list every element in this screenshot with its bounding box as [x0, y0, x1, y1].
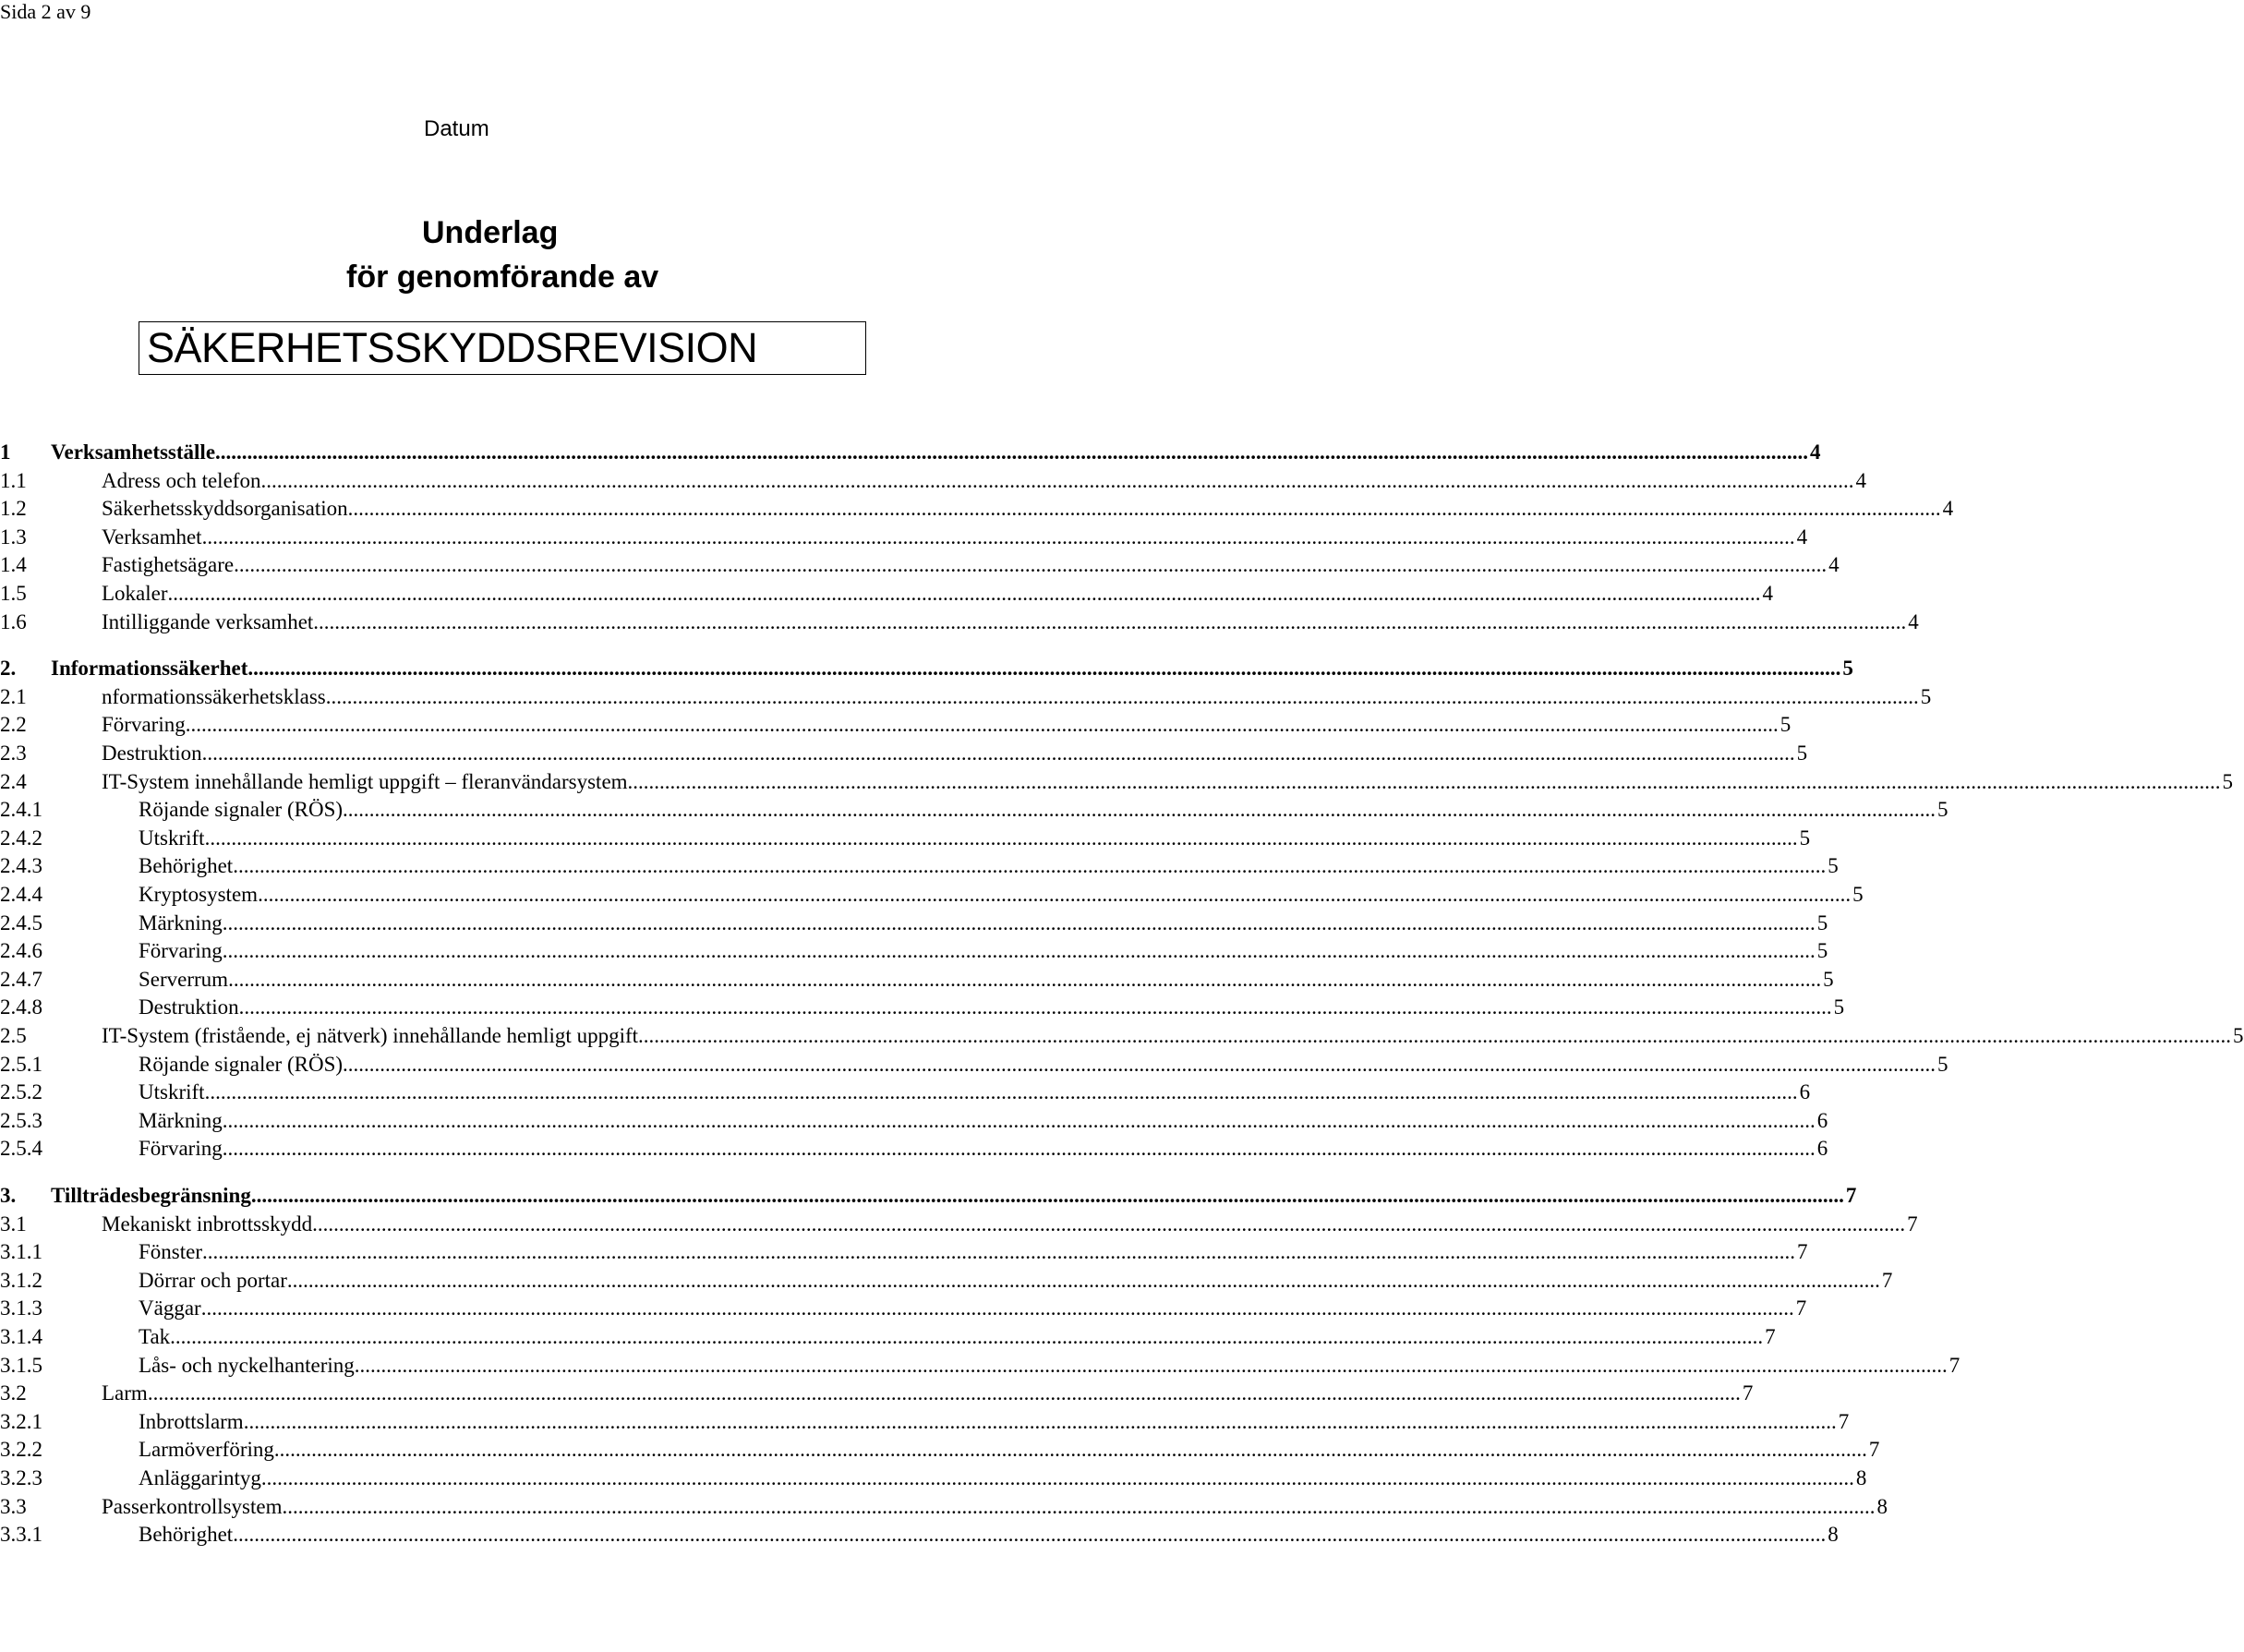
toc-entry-title: IT-System (fristående, ej nätverk) innehållande hemligt uppgift [102, 1024, 639, 1047]
toc-entry-number: 2.5.4 [0, 1137, 42, 1161]
toc-entry[interactable] [0, 1108, 1828, 1139]
toc-entry[interactable] [0, 553, 1840, 583]
toc-entry-title: Verksamhetsställe [51, 440, 216, 464]
toc-entry-title: Tillträdesbegränsning [51, 1184, 251, 1207]
toc-entry[interactable] [0, 497, 1954, 526]
toc-entry-number: 2.4.2 [0, 826, 42, 850]
toc-entry-title: Röjande signaler (RÖS) [139, 798, 344, 822]
toc-entry-number: 2.4.3 [0, 854, 42, 878]
toc-entry-line [139, 1080, 1811, 1104]
toc-entry-line [102, 742, 1808, 766]
toc-entry-title: Förvaring [102, 713, 186, 737]
toc-entry-line [139, 1409, 1850, 1434]
toc-entry-title: IT-System innehållande hemligt uppgift – fleranvändarsystem [102, 769, 628, 793]
toc-entry-title: Väggar [139, 1296, 201, 1320]
toc-entry-line [102, 1212, 1918, 1236]
toc-entry-number: 3.1.3 [0, 1296, 42, 1320]
toc-entry-page: 5 [1833, 995, 1845, 1019]
toc-entry-line [102, 769, 2234, 794]
toc-entry-line [102, 684, 1932, 709]
toc-entry-line [139, 1438, 1880, 1462]
toc-entry[interactable] [0, 1240, 1808, 1270]
toc-leader-dots: ............................................................................................................................................................................................................................................................................................................ [147, 1381, 1741, 1405]
toc-entry-page: 4 [1908, 609, 1919, 633]
toc-leader-dots: ............................................................................................................................................................................................................................................................................................................ [343, 1052, 1936, 1076]
toc-leader-dots: ............................................................................................................................................................................................................................................................................................................ [170, 1325, 1764, 1348]
toc-leader-dots: ............................................................................................................................................................................................................................................................................................................ [250, 1184, 1844, 1207]
toc-entry-page: 8 [1828, 1523, 1839, 1547]
toc-entry-line [139, 1137, 1828, 1161]
toc-entry-title: Inbrottslarm [139, 1409, 244, 1433]
toc-entry-page: 4 [1796, 525, 1808, 549]
toc-entry-page: 7 [1881, 1268, 1893, 1292]
toc-entry[interactable] [0, 582, 1774, 611]
toc-entry-title: Kryptosystem [139, 883, 259, 906]
toc-entry-title: nformationssäkerhetsklass [102, 684, 326, 708]
toc-entry-line [139, 826, 1811, 850]
toc-leader-dots: ............................................................................................................................................................................................................................................................................................................ [204, 826, 1798, 850]
toc-entry-page: 5 [2233, 1024, 2244, 1047]
toc-entry-number: 3.1 [0, 1212, 27, 1236]
toc-entry-title: Förvaring [139, 939, 223, 963]
toc-leader-dots: ............................................................................................................................................................................................................................................................................................................ [312, 1212, 1906, 1236]
toc-entry-line [139, 1052, 1948, 1077]
toc-entry-number: 1.5 [0, 582, 27, 605]
toc-leader-dots: ............................................................................................................................................................................................................................................................................................................ [215, 440, 1809, 464]
toc-entry-number: 3.2.2 [0, 1438, 42, 1462]
toc-entry-page: 5 [1920, 684, 1932, 708]
toc-leader-dots: ............................................................................................................................................................................................................................................................................................................ [282, 1494, 1876, 1518]
toc-leader-dots: ............................................................................................................................................................................................................................................................................................................ [243, 1409, 1837, 1433]
toc-entry-page: 7 [1907, 1212, 1918, 1236]
toc-entry-page: 6 [1816, 1137, 1828, 1161]
toc-entry[interactable] [0, 1024, 2244, 1054]
toc-leader-dots: ............................................................................................................................................................................................................................................................................................................ [167, 582, 1761, 605]
toc-leader-dots: ............................................................................................................................................................................................................................................................................................................ [638, 1024, 2232, 1047]
toc-entry-title: Behörighet [139, 1523, 234, 1547]
toc-leader-dots: ............................................................................................................................................................................................................................................................................................................ [313, 609, 1907, 633]
toc-entry-page: 5 [1852, 883, 1864, 906]
toc-entry-title: Märkning [139, 910, 223, 935]
page-number-label: Sida 2 av 9 [0, 0, 91, 23]
toc-entry[interactable] [0, 742, 1808, 771]
toc-entry[interactable] [0, 1212, 1918, 1242]
toc-entry-title: Behörighet [139, 854, 234, 878]
toc-entry-title: Informationssäkerhet [51, 657, 248, 681]
toc-leader-dots: ............................................................................................................................................................................................................................................................................................................ [247, 657, 1841, 681]
toc-entry[interactable] [0, 883, 1864, 912]
toc-entry-page: 5 [1796, 742, 1808, 765]
toc-entry-page: 5 [1816, 939, 1828, 963]
toc-entry-page: 7 [1795, 1296, 1807, 1320]
toc-leader-dots: ............................................................................................................................................................................................................................................................................................................ [204, 1080, 1798, 1104]
toc-entry-number: 3.1.4 [0, 1325, 42, 1348]
toc-entry-title: Larm [102, 1381, 148, 1405]
toc-entry-page: 7 [1838, 1409, 1850, 1433]
toc-entry[interactable] [0, 684, 1932, 715]
boxed-title-text: SÄKERHETSSKYDDSREVISION [147, 324, 758, 371]
toc-entry-line [102, 525, 1808, 549]
toc-entry-line [139, 1240, 1808, 1264]
toc-entry-title: Dörrar och portar [139, 1268, 287, 1292]
toc-entry-line [139, 939, 1828, 963]
toc-entry-page: 7 [1742, 1381, 1754, 1405]
toc-entry-title: Destruktion [102, 742, 202, 765]
toc-entry-title: Tak [139, 1325, 171, 1348]
toc-entry-page: 7 [1948, 1353, 1960, 1377]
toc-entry-line [102, 468, 1866, 493]
date-label: Datum [424, 116, 489, 141]
toc-entry-line [102, 582, 1774, 606]
toc-entry-title: Säkerhetsskyddsorganisation [102, 497, 348, 521]
toc-entry[interactable] [0, 967, 1834, 997]
toc-entry-line [139, 1353, 1960, 1378]
toc-entry-line [139, 995, 1845, 1019]
toc-entry-number: 3.3.1 [0, 1523, 42, 1547]
toc-entry-page: 5 [1816, 910, 1828, 935]
toc-entry-number: 2.4 [0, 769, 27, 793]
toc-entry-number: 3.1.5 [0, 1353, 42, 1377]
toc-entry-page: 4 [1942, 497, 1954, 521]
toc-entry-line [139, 798, 1948, 822]
toc-entry[interactable] [0, 1137, 1828, 1166]
toc-leader-dots: ............................................................................................................................................................................................................................................................................................................ [325, 684, 1919, 708]
toc-entry-line [139, 854, 1839, 878]
toc-entry-line [139, 1296, 1807, 1320]
toc-entry[interactable] [0, 1409, 1850, 1440]
toc-leader-dots: ............................................................................................................................................................................................................................................................................................................ [228, 967, 1822, 991]
toc-entry-title: Förvaring [139, 1137, 223, 1161]
toc-entry-page: 5 [1799, 826, 1811, 850]
toc-entry-number: 3.2.1 [0, 1409, 42, 1433]
toc-entry[interactable] [0, 798, 1948, 827]
toc-leader-dots: ............................................................................................................................................................................................................................................................................................................ [233, 1523, 1827, 1547]
toc-entry[interactable] [0, 769, 2234, 800]
toc-entry-number: 2.4.5 [0, 910, 42, 935]
toc-entry-line [102, 713, 1792, 737]
toc-entry-line [102, 1024, 2244, 1048]
toc-entry-page: 5 [1780, 713, 1792, 737]
toc-entry-number: 2.2 [0, 713, 27, 737]
toc-entry-title: Lokaler [102, 582, 168, 605]
toc-entry-title: Passerkontrollsystem [102, 1494, 283, 1518]
toc-entry[interactable] [0, 713, 1792, 742]
toc-entry-title: Intilliggande verksamhet [102, 609, 314, 633]
toc-entry-number: 2.4.6 [0, 939, 42, 963]
toc-leader-dots: ............................................................................................................................................................................................................................................................................................................ [233, 854, 1827, 878]
toc-entry[interactable] [0, 1296, 1807, 1326]
toc-entry-number: 2.5.3 [0, 1108, 42, 1132]
toc-entry-page: 7 [1868, 1438, 1880, 1462]
toc-leader-dots: ............................................................................................................................................................................................................................................................................................................ [347, 497, 1941, 521]
toc-entry-page: 5 [1842, 657, 1853, 681]
toc-entry-page: 6 [1816, 1108, 1828, 1132]
toc-entry-page: 7 [1845, 1184, 1857, 1207]
toc-entry-number: 2.4.4 [0, 883, 42, 906]
toc-leader-dots: ............................................................................................................................................................................................................................................................................................................ [185, 713, 1779, 737]
toc-entry-line [51, 440, 1821, 464]
toc-leader-dots: ............................................................................................................................................................................................................................................................................................................ [258, 883, 1852, 906]
toc-entry[interactable] [0, 440, 1821, 470]
toc-entry[interactable] [0, 525, 1808, 555]
toc-entry-line [139, 910, 1828, 935]
toc-entry-line [102, 1381, 1754, 1405]
toc-entry-number: 3.1.1 [0, 1240, 42, 1264]
toc-entry-number: 2.5.1 [0, 1052, 42, 1076]
toc-entry-page: 5 [1823, 967, 1834, 991]
toc-entry[interactable] [0, 995, 1845, 1025]
toc-leader-dots: ............................................................................................................................................................................................................................................................................................................ [201, 525, 1795, 549]
toc-entry-page: 6 [1799, 1080, 1811, 1104]
toc-leader-dots: ............................................................................................................................................................................................................................................................................................................ [222, 1137, 1816, 1161]
toc-entry-number: 1.6 [0, 609, 27, 633]
toc-entry[interactable] [0, 1381, 1754, 1411]
toc-entry-number: 2.5 [0, 1024, 27, 1047]
toc-entry-number: 2.4.7 [0, 967, 42, 991]
toc-entry-title: Märkning [139, 1108, 223, 1132]
toc-entry[interactable] [0, 1494, 1888, 1525]
toc-entry-page: 7 [1797, 1240, 1808, 1264]
toc-entry[interactable] [0, 1325, 1776, 1355]
toc-entry-number: 3.2.3 [0, 1466, 42, 1489]
toc-entry-page: 5 [1828, 854, 1839, 878]
toc-entry-page: 7 [1765, 1325, 1776, 1348]
toc-leader-dots: ............................................................................................................................................................................................................................................................................................................ [202, 1240, 1795, 1264]
toc-entry-line [139, 1523, 1839, 1547]
toc-entry-page: 5 [1937, 1052, 1948, 1076]
toc-entry-title: Mekaniskt inbrottsskydd [102, 1212, 313, 1236]
toc-entry[interactable] [0, 854, 1839, 884]
toc-entry[interactable] [0, 609, 1919, 640]
toc-entry-line [51, 1184, 1857, 1208]
toc-entry-title: Lås- och nyckelhantering [139, 1353, 355, 1377]
toc-entry[interactable] [0, 910, 1828, 941]
toc-entry-line [139, 883, 1864, 907]
toc-entry[interactable] [0, 1523, 1839, 1552]
toc-entry-line [102, 1494, 1888, 1519]
toc-leader-dots: ............................................................................................................................................................................................................................................................................................................ [627, 769, 2221, 793]
toc-entry-title: Anläggarintyg [139, 1466, 261, 1489]
toc-entry[interactable] [0, 657, 1853, 686]
toc-entry-line [102, 497, 1954, 521]
toc-entry[interactable] [0, 1052, 1948, 1082]
toc-entry-title: Röjande signaler (RÖS) [139, 1052, 344, 1076]
toc-entry[interactable] [0, 1080, 1811, 1110]
toc-entry-line [139, 967, 1834, 992]
toc-entry-title: Fastighetsägare [102, 553, 235, 577]
toc-entry-title: Verksamhet [102, 525, 202, 549]
toc-entry-line [139, 1108, 1828, 1133]
toc-entry-line [139, 1466, 1867, 1490]
toc-leader-dots: ............................................................................................................................................................................................................................................................................................................ [222, 910, 1816, 935]
toc-entry[interactable] [0, 468, 1866, 499]
toc-leader-dots: ............................................................................................................................................................................................................................................................................................................ [354, 1353, 1948, 1377]
toc-entry-line [139, 1325, 1776, 1349]
toc-entry-number: 1.4 [0, 553, 27, 577]
title-line-1: Underlag [422, 215, 559, 250]
toc-entry-number: 3.3 [0, 1494, 27, 1518]
toc-entry-number: 1 [0, 440, 11, 464]
toc-entry-number: 2.5.2 [0, 1080, 42, 1104]
toc-leader-dots: ............................................................................................................................................................................................................................................................................................................ [234, 553, 1828, 577]
toc-entry-title: Larmöverföring [139, 1438, 274, 1462]
toc-entry-title: Adress och telefon [102, 468, 261, 492]
toc-entry-number: 3.2 [0, 1381, 27, 1405]
toc-leader-dots: ............................................................................................................................................................................................................................................................................................................ [238, 995, 1832, 1019]
toc-entry-number: 3.1.2 [0, 1268, 42, 1292]
toc-entry[interactable] [0, 1268, 1893, 1298]
toc-entry[interactable] [0, 1466, 1867, 1496]
toc-entry-page: 5 [2222, 769, 2234, 793]
toc-entry-number: 2.4.8 [0, 995, 42, 1019]
toc-entry-number: 1.3 [0, 525, 27, 549]
toc-entry-title: Utskrift [139, 826, 205, 850]
toc-leader-dots: ............................................................................................................................................................................................................................................................................................................ [201, 742, 1795, 765]
toc-entry-line [102, 553, 1840, 577]
toc-entry-number: 3. [0, 1184, 17, 1207]
toc-entry-page: 4 [1810, 440, 1821, 464]
toc-entry-title: Destruktion [139, 995, 239, 1019]
toc-entry-line [51, 657, 1853, 681]
toc-entry-page: 4 [1828, 553, 1840, 577]
toc-entry-page: 8 [1855, 1466, 1867, 1489]
toc-entry-line [102, 609, 1919, 634]
toc-entry-number: 1.2 [0, 497, 27, 521]
toc-entry-number: 2. [0, 657, 17, 681]
toc-entry[interactable] [0, 1184, 1857, 1213]
toc-entry-line [139, 1268, 1893, 1293]
toc-entry-number: 2.3 [0, 742, 27, 765]
toc-entry[interactable] [0, 1438, 1880, 1467]
toc-leader-dots: ............................................................................................................................................................................................................................................................................................................ [200, 1296, 1794, 1320]
toc-entry[interactable] [0, 826, 1811, 856]
toc-leader-dots: ............................................................................................................................................................................................................................................................................................................ [222, 939, 1816, 963]
toc-entry-page: 8 [1876, 1494, 1888, 1518]
toc-leader-dots: ............................................................................................................................................................................................................................................................................................................ [286, 1268, 1880, 1292]
toc-entry-title: Utskrift [139, 1080, 205, 1104]
toc-entry-page: 4 [1762, 582, 1774, 605]
toc-leader-dots: ............................................................................................................................................................................................................................................................................................................ [343, 798, 1936, 822]
toc-leader-dots: ............................................................................................................................................................................................................................................................................................................ [260, 468, 1854, 492]
toc-entry-number: 2.4.1 [0, 798, 42, 822]
toc-entry-title: Fönster [139, 1240, 202, 1264]
toc-leader-dots: ............................................................................................................................................................................................................................................................................................................ [260, 1466, 1854, 1489]
toc-entry-page: 5 [1937, 798, 1948, 822]
title-line-2: för genomförande av [346, 259, 659, 295]
toc-entry-number: 2.1 [0, 684, 27, 708]
toc-entry-title: Serverrum [139, 967, 229, 991]
toc-entry-page: 4 [1855, 468, 1866, 492]
toc-entry[interactable] [0, 939, 1828, 969]
toc-entry-number: 1.1 [0, 468, 27, 492]
toc-entry[interactable] [0, 1353, 1960, 1383]
toc-leader-dots: ............................................................................................................................................................................................................................................................................................................ [222, 1108, 1816, 1132]
toc-leader-dots: ............................................................................................................................................................................................................................................................................................................ [273, 1438, 1867, 1462]
